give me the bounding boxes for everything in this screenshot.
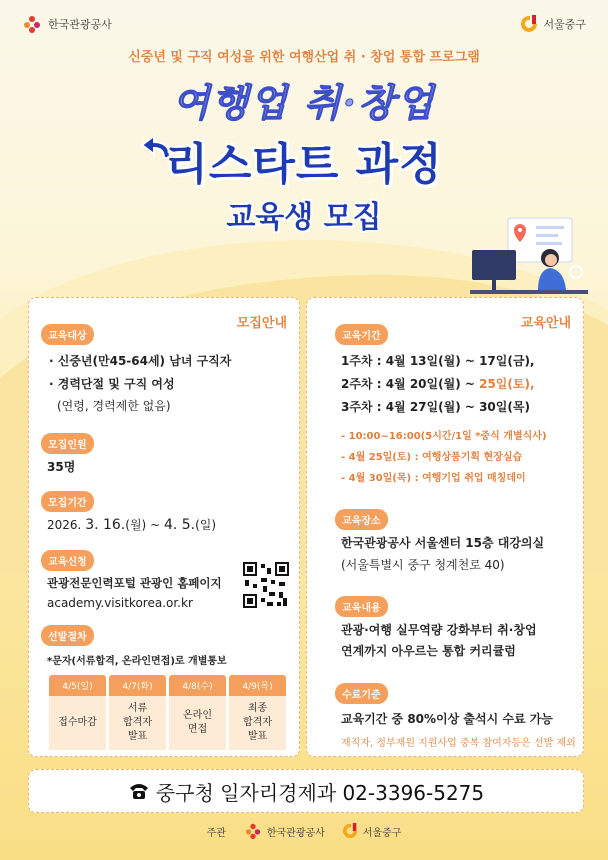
period-sep: ~ bbox=[150, 518, 161, 532]
week-3 bbox=[341, 398, 530, 416]
host-label: 주관 bbox=[206, 827, 226, 839]
week-1-text: 4월 13일(월) ~ 17일(금), bbox=[385, 354, 535, 368]
content-line-1: 관광·여행 실무역량 강화부터 취·창업 bbox=[341, 623, 537, 637]
junggu-footer-logo-icon bbox=[343, 822, 359, 840]
complete-tag: 수료기준 bbox=[335, 683, 388, 704]
education-info-panel bbox=[306, 297, 584, 757]
junggu-logo-icon bbox=[521, 14, 539, 34]
edu-note-1: - 10:00~16:00(5시간/1일 *중식 개별식사) bbox=[341, 431, 547, 442]
org-right-name: 서울중구 bbox=[543, 18, 586, 31]
step-1-label: 접수마감 bbox=[49, 696, 106, 750]
content-line-2: 연계까지 아우르는 통합 커리큘럼 bbox=[341, 644, 516, 658]
edu-note-2: - 4월 25일(토) : 여행상품기획 현장실습 bbox=[341, 452, 523, 463]
org-left-name: 한국관광공사 bbox=[48, 18, 112, 31]
qr-code-icon[interactable] bbox=[241, 560, 291, 610]
program-subtitle: 신중년 및 구직 여성을 위한 여행산업 취 · 창업 통합 프로그램 bbox=[128, 50, 480, 65]
worker-illustration bbox=[470, 210, 590, 300]
recruit-title: 교육생 모집 bbox=[226, 200, 382, 235]
complete-line-2: 재직자, 정부재원 지원사업 중복 참여자등은 선발 제외 bbox=[341, 738, 576, 749]
week-1-label: 1주차 : bbox=[341, 354, 382, 368]
footer bbox=[0, 822, 608, 840]
contact-text: 중구청 일자리경제과 02-3396-5275 bbox=[155, 780, 485, 805]
phone-icon bbox=[128, 782, 150, 800]
recruit-info-title: 모집안내 bbox=[236, 316, 287, 331]
apply-line-1: 관광전문인력포털 관광인 홈페이지 bbox=[47, 576, 222, 590]
step-4 bbox=[229, 675, 286, 750]
kto-logo bbox=[22, 14, 112, 34]
place-line-2: (서울특별시 중구 청계천로 40) bbox=[341, 558, 505, 572]
recruit-period bbox=[47, 516, 216, 534]
step-2 bbox=[109, 675, 166, 750]
count-tag: 모집인원 bbox=[41, 433, 94, 454]
select-note: *문자(서류합격, 온라인면접)로 개별통보 bbox=[47, 656, 227, 667]
period-start-day: (월) bbox=[125, 518, 147, 532]
apply-url[interactable]: academy.visitkorea.or.kr bbox=[47, 596, 193, 610]
week-3-label: 3주차 : bbox=[341, 400, 382, 414]
week-2 bbox=[341, 375, 535, 393]
footer-org-1-name: 한국관광공사 bbox=[266, 827, 325, 839]
step-1-date: 4/5(일) bbox=[49, 675, 106, 696]
step-2-label: 서류 합격자 발표 bbox=[109, 696, 166, 750]
week-3-text: 4월 27일(월) ~ 30일(목) bbox=[385, 400, 530, 414]
contact-bar bbox=[28, 769, 584, 813]
period-prefix: 2026. bbox=[47, 518, 82, 532]
step-3-date: 4/8(수) bbox=[169, 675, 226, 696]
place-tag: 교육장소 bbox=[335, 509, 388, 530]
apply-tag: 교육신청 bbox=[41, 550, 94, 571]
step-4-date: 4/9(목) bbox=[229, 675, 286, 696]
footer-org-2 bbox=[343, 822, 402, 840]
week-2-text: 4월 20일(월) ~ bbox=[385, 377, 480, 391]
step-3 bbox=[169, 675, 226, 750]
period-tag: 모집기간 bbox=[41, 491, 94, 512]
step-1 bbox=[49, 675, 106, 750]
select-tag: 선발절차 bbox=[41, 625, 94, 646]
target-item-1: · 신중년(만45-64세) 남녀 구직자 bbox=[49, 354, 232, 368]
step-3-label: 온라인 면접 bbox=[169, 696, 226, 750]
step-2-date: 4/7(화) bbox=[109, 675, 166, 696]
complete-line-1: 교육기간 중 80%이상 출석시 수료 가능 bbox=[341, 712, 553, 726]
week-2-label: 2주차 : bbox=[341, 377, 382, 391]
step-4-label: 최종 합격자 발표 bbox=[229, 696, 286, 750]
period-end-day: (일) bbox=[195, 518, 217, 532]
script-title: 여행업 취·창업 bbox=[172, 80, 436, 125]
period-start: 3. 16. bbox=[85, 517, 126, 533]
recruit-count: 35명 bbox=[47, 460, 76, 474]
target-item-2: · 경력단절 및 구직 여성 bbox=[49, 377, 175, 391]
target-tag: 교육대상 bbox=[41, 324, 94, 345]
place-line-1: 한국관광공사 서울센터 15층 대강의실 bbox=[341, 536, 545, 550]
recruit-info-panel bbox=[28, 297, 300, 757]
period-end: 4. 5. bbox=[163, 517, 196, 533]
main-title: 리스타트 과정 bbox=[165, 139, 443, 190]
junggu-logo bbox=[521, 14, 586, 34]
edu-period-tag: 교육기간 bbox=[335, 324, 388, 345]
footer-org-1 bbox=[244, 822, 325, 840]
selection-steps bbox=[49, 675, 286, 750]
footer-org-2-name: 서울중구 bbox=[362, 827, 402, 839]
week-1 bbox=[341, 352, 535, 370]
kto-logo-icon bbox=[22, 14, 42, 34]
target-note: (연령, 경력제한 없음) bbox=[57, 399, 171, 413]
kto-footer-logo-icon bbox=[244, 822, 262, 840]
week-2-highlight: 25일(토), bbox=[479, 377, 535, 391]
content-tag: 교육내용 bbox=[335, 596, 388, 617]
edu-note-3: - 4월 30일(목) : 여행기업 취업 매칭데이 bbox=[341, 473, 526, 484]
education-info-title: 교육안내 bbox=[520, 316, 571, 331]
